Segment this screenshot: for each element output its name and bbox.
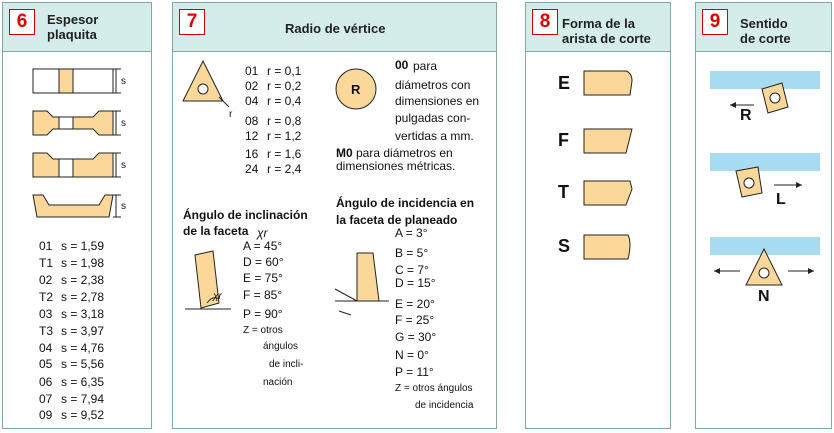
inclination-angle-diagram — [185, 251, 231, 309]
thickness-diagram-flat — [33, 69, 113, 93]
section-number: 9 — [702, 9, 728, 35]
radius-code: 04 — [245, 94, 259, 108]
radius-value: r = 0,8 — [267, 114, 302, 128]
thickness-value: s = 7,94 — [61, 392, 105, 406]
edge-shape-label-S: S — [558, 236, 571, 256]
section-number: 6 — [9, 9, 35, 35]
direction-label-R: R — [740, 107, 752, 124]
direction-label-N: N — [758, 288, 770, 305]
thickness-diagram-chipbreaker — [33, 195, 113, 217]
incidence-value: F = 25° — [395, 313, 435, 327]
incidence-other: Z = otros ángulos — [395, 383, 473, 394]
section-title: Radio de vértice — [285, 21, 386, 36]
inclination-other: nación — [263, 377, 293, 388]
incidence-title-line2: la faceta de planeado — [336, 213, 458, 227]
incidence-other: de incidencia — [415, 400, 474, 411]
dim-label-s: s — [121, 118, 126, 129]
thickness-code: 09 — [39, 408, 53, 422]
direction-right-diagram — [710, 71, 820, 113]
note-00-line: diámetros con — [395, 78, 471, 92]
inclination-title-line1: Ángulo de inclinación — [183, 208, 308, 222]
section-title-line2: de corte — [740, 31, 791, 46]
edge-shape-T — [584, 181, 632, 205]
radius-code: 08 — [245, 114, 259, 128]
section-title-line1: Forma de la — [562, 16, 635, 31]
incidence-value: E = 20° — [395, 297, 435, 311]
section-title-line1: Sentido — [740, 16, 788, 31]
thickness-code: 03 — [39, 307, 53, 321]
thickness-diagram-double-groove — [33, 111, 113, 135]
incidence-value: D = 15° — [395, 276, 436, 290]
incidence-value: B = 5° — [395, 246, 429, 260]
edge-shape-diagrams — [526, 3, 672, 303]
radius-code: 12 — [245, 129, 259, 143]
incidence-value: C = 7° — [395, 263, 429, 277]
thickness-diagram-single-groove — [33, 153, 113, 177]
cutting-direction-diagrams — [696, 3, 833, 323]
inclination-symbol: χr — [257, 226, 268, 240]
thickness-value: s = 3,97 — [61, 324, 105, 338]
thickness-value: s = 2,78 — [61, 290, 105, 304]
incidence-value: A = 3° — [395, 226, 428, 240]
thickness-diagrams — [3, 3, 153, 183]
thickness-code: T3 — [39, 324, 54, 338]
dim-label-s: s — [121, 76, 126, 87]
section-title-line2: plaquita — [47, 27, 97, 42]
radius-value: r = 0,4 — [267, 94, 302, 108]
thickness-code: 04 — [39, 341, 53, 355]
thickness-code: 07 — [39, 392, 53, 406]
incidence-title-line1: Ángulo de incidencia en — [336, 196, 475, 210]
radius-value: r = 0,1 — [267, 64, 302, 78]
incidence-value: N = 0° — [395, 348, 429, 362]
inclination-other: ángulos — [263, 341, 299, 352]
r-symbol: r — [229, 109, 233, 120]
radius-value: r = 2,4 — [267, 162, 302, 176]
triangle-insert-diagram — [183, 61, 229, 107]
edge-shape-label-F: F — [558, 130, 569, 150]
radius-code: 24 — [245, 162, 259, 176]
thickness-code: 01 — [39, 239, 53, 253]
thickness-code: 02 — [39, 273, 53, 287]
section-title-line1: Espesor — [47, 12, 99, 27]
note-m0-line: para diámetros en — [356, 146, 453, 160]
thickness-value: s = 2,38 — [61, 273, 105, 287]
edge-shape-label-E: E — [558, 73, 571, 93]
thickness-code: 06 — [39, 375, 53, 389]
thickness-code: T2 — [39, 290, 54, 304]
radius-code: 01 — [245, 64, 259, 78]
radius-value: r = 0,2 — [267, 79, 302, 93]
thickness-value: s = 4,76 — [61, 341, 105, 355]
radius-code: 16 — [245, 147, 259, 161]
inclination-value: F = 85° — [243, 288, 283, 302]
thickness-value: s = 1,59 — [61, 239, 105, 253]
inclination-value: E = 75° — [243, 271, 283, 285]
thickness-value: s = 5,56 — [61, 357, 105, 371]
radius-value: r = 1,6 — [267, 147, 302, 161]
section-title-line2: arista de corte — [562, 31, 651, 46]
panel-cutting-direction — [695, 2, 832, 429]
thickness-code: 05 — [39, 357, 53, 371]
round-insert-label: R — [351, 82, 361, 97]
dim-label-s: s — [121, 160, 126, 171]
note-00-code: 00 — [395, 58, 409, 72]
inclination-value: P = 90° — [243, 307, 283, 321]
panel-insert-thickness — [2, 2, 152, 429]
note-00-line: vertidas a mm. — [395, 129, 474, 143]
edge-shape-S — [584, 235, 630, 259]
inclination-other: de incli- — [269, 359, 304, 370]
edge-shape-F — [584, 129, 632, 153]
note-m0-line: dimensiones métricas. — [336, 159, 456, 173]
inclination-value: D = 60° — [243, 255, 284, 269]
incidence-value: P = 11° — [395, 365, 434, 379]
inclination-title-line2: de la faceta — [183, 224, 249, 238]
edge-shape-E — [584, 71, 632, 95]
thickness-value: s = 1,98 — [61, 256, 105, 270]
direction-left-diagram — [710, 153, 820, 197]
note-00-line: pulgadas con- — [395, 111, 471, 125]
edge-shape-label-T: T — [558, 182, 569, 202]
panel-cutting-edge-shape — [525, 2, 671, 429]
note-m0-code: M0 — [336, 146, 353, 160]
thickness-value: s = 9,52 — [61, 408, 105, 422]
incidence-angle-diagram — [335, 253, 389, 315]
note-00-line: dimensiones en — [395, 94, 480, 108]
note-00-line: para — [413, 59, 438, 73]
dim-label-s: s — [121, 201, 126, 212]
section-number: 7 — [179, 9, 205, 35]
incidence-value: G = 30° — [395, 330, 437, 344]
inclination-value: A = 45° — [243, 239, 283, 253]
radius-code: 02 — [245, 79, 259, 93]
inclination-diagram-label: χr — [213, 291, 222, 302]
direction-label-L: L — [776, 191, 786, 208]
section-number: 8 — [532, 9, 558, 35]
radius-value: r = 1,2 — [267, 129, 302, 143]
direction-neutral-diagram — [710, 237, 820, 285]
thickness-code: T1 — [39, 256, 54, 270]
thickness-value: s = 6,35 — [61, 375, 105, 389]
thickness-value: s = 3,18 — [61, 307, 105, 321]
panel-corner-radius — [172, 2, 497, 429]
inclination-other: Z = otros — [243, 325, 283, 336]
